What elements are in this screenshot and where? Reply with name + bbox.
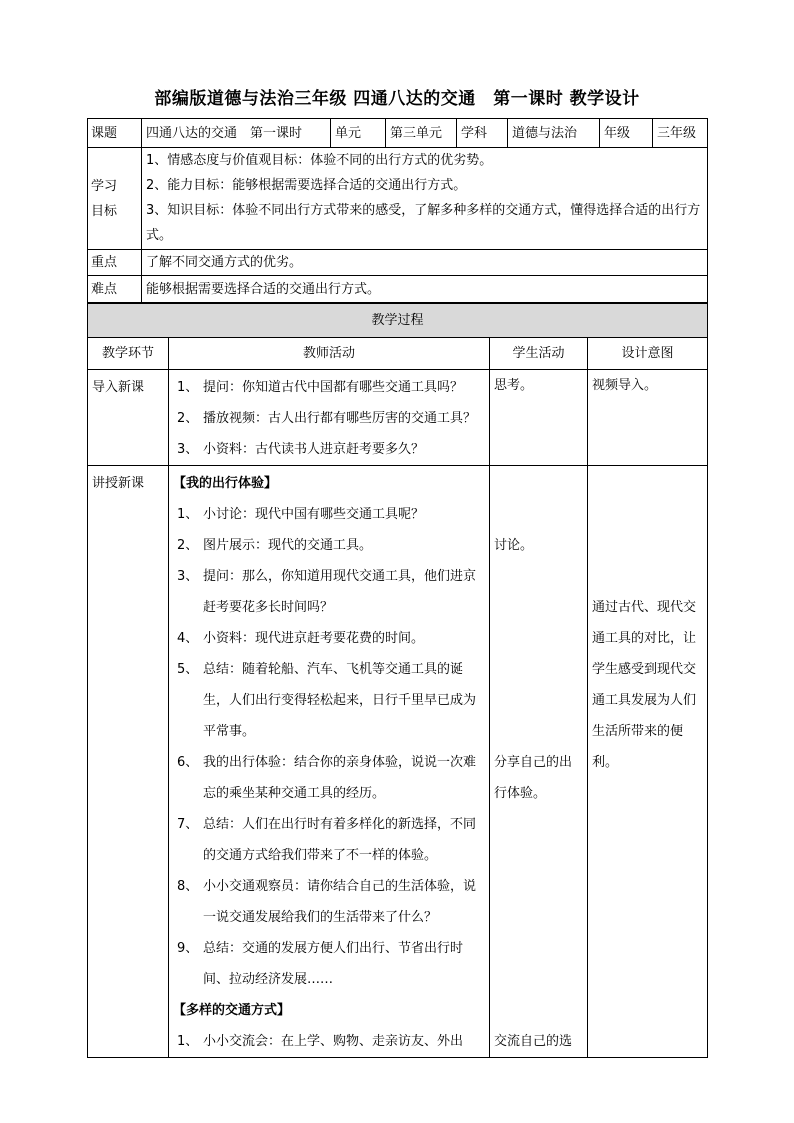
key-point-value: 了解不同交通方式的优劣。 [142, 250, 708, 276]
goals-label [88, 148, 142, 250]
student-activity-share: 分享自己的出行体验。 [494, 755, 573, 801]
list-item: 1、 提问：你知道古代中国都有哪些交通工具吗？ [177, 380, 464, 395]
teaching-process-table [87, 303, 708, 1058]
lesson-info-table [87, 118, 708, 303]
page-title: 部编版道德与法治三年级 四通八达的交通 第一课时 教学设计 [154, 89, 640, 109]
difficulty-value: 能够根据需要选择合适的交通出行方式。 [142, 276, 708, 303]
list-item: 3、 小资料：古代读书人进京赶考要多久？ [177, 442, 425, 457]
list-item: 4、 小资料：现代进京赶考要花费的时间。 [177, 631, 425, 646]
topic-label: 课题 [88, 119, 142, 148]
topic-value: 四通八达的交通 第一课时 [142, 119, 331, 148]
unit-value: 第三单元 [386, 119, 457, 148]
difficulty-label: 难点 [88, 276, 142, 303]
list-item: 5、 总结：随着轮船、汽车、飞机等交通工具的诞生，人们出行变得轻松起来，日行千里早已成为平常事。 [177, 662, 477, 739]
goals-content [142, 148, 708, 250]
student-activity-exchange: 交流自己的选 [494, 1034, 573, 1049]
list-item: 2、 播放视频：古人出行都有哪些厉害的交通工具？ [177, 411, 477, 426]
col-header-stage: 教学环节 [88, 338, 169, 370]
list-item: 9、 总结：交通的发展方便人们出行、节省出行时间、拉动经济发展…… [177, 941, 464, 987]
section-heading-experience: 【我的出行体验】 [173, 476, 278, 491]
goal-item: 3、知识目标：体验不同出行方式带来的感受，了解多种多样的交通方式，懂得选择合适的出行方式。 [146, 203, 701, 243]
unit-label: 单元 [331, 119, 386, 148]
intro-design-intent: 视频导入。 [588, 370, 708, 466]
list-item: 6、 我的出行体验：结合你的亲身体验，说说一次难忘的乘坐某种交通工具的经历。 [177, 755, 477, 801]
col-header-teacher: 教师活动 [169, 338, 490, 370]
key-point-label: 重点 [88, 250, 142, 276]
student-activity-discuss: 讨论。 [494, 538, 534, 553]
col-header-intent: 设计意图 [588, 338, 708, 370]
intro-student-activity: 思考。 [490, 370, 588, 466]
list-item: 3、 提问：那么，你知道用现代交通工具，他们进京赶考要花多长时间吗？ [177, 569, 477, 615]
lecture-student-activities [490, 466, 588, 1058]
list-item: 1、 小讨论：现代中国有哪些交通工具呢？ [177, 507, 425, 522]
lecture-design-intent [588, 466, 708, 1058]
design-intent-text: 通过古代、现代交通工具的对比，让学生感受到现代交通工具发展为人们生活所带来的便利。 [592, 600, 697, 770]
list-item: 1、 小小交流会：在上学、购物、走亲访友、外出 [177, 1034, 464, 1049]
col-header-student: 学生活动 [490, 338, 588, 370]
goal-item: 2、能力目标：能够根据需要选择合适的交通出行方式。 [146, 178, 467, 193]
goals-label-line-1: 学习 [91, 178, 118, 194]
stage-intro: 导入新课 [88, 370, 169, 466]
stage-lecture: 讲授新课 [88, 466, 169, 1058]
subject-label: 学科 [457, 119, 508, 148]
list-item: 8、 小小交通观察员：请你结合自己的生活体验，说一说交通发展给我们的生活带来了什么？ [177, 879, 477, 925]
grade-label: 年级 [600, 119, 653, 148]
list-item: 2、 图片展示：现代的交通工具。 [177, 538, 373, 553]
goals-label-line-2: 目标 [91, 203, 118, 219]
section-heading-modes: 【多样的交通方式】 [173, 1003, 291, 1018]
subject-value: 道德与法治 [508, 119, 600, 148]
intro-teacher-activities [169, 370, 490, 466]
list-item: 7、 总结：人们在出行时有着多样化的新选择，不同的交通方式给我们带来了不一样的体验。 [177, 817, 477, 863]
lecture-teacher-activities [169, 466, 490, 1058]
goal-item: 1、情感态度与价值观目标：体验不同的出行方式的优劣势。 [146, 153, 493, 168]
process-section-title: 教学过程 [88, 304, 708, 338]
grade-value: 三年级 [653, 119, 708, 148]
